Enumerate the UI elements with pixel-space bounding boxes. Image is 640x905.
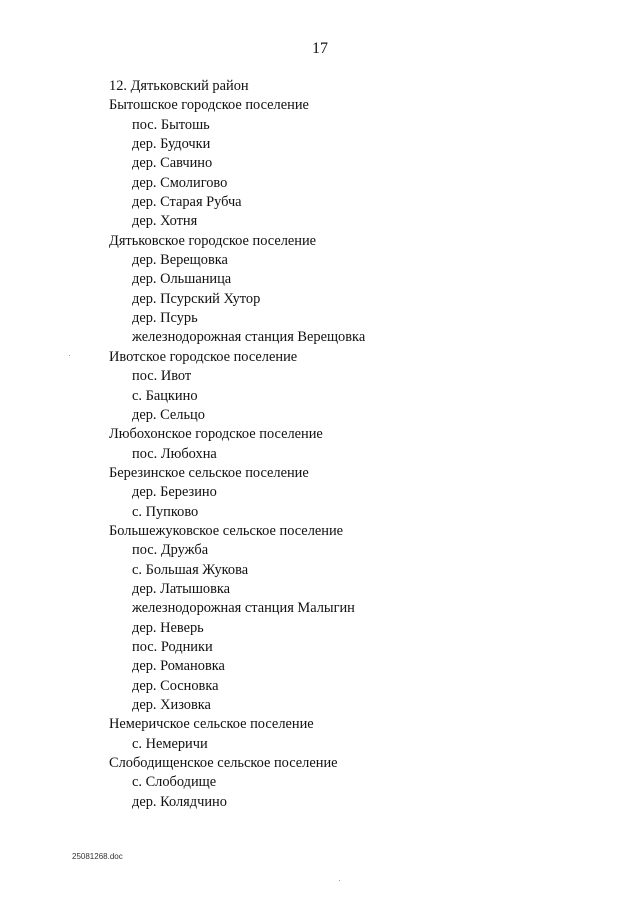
list-heading: Немеричское сельское поселение xyxy=(109,716,314,733)
list-heading: Любохонское городское поселение xyxy=(109,426,323,443)
settlement-item: пос. Любохна xyxy=(132,445,217,462)
settlement-item: дер. Сельцо xyxy=(132,406,205,423)
settlement-item: дер. Псурь xyxy=(132,310,198,327)
settlement-item: дер. Савчино xyxy=(132,155,213,172)
scan-speck xyxy=(69,355,70,356)
scan-speck xyxy=(339,880,340,881)
settlement-item: с. Немеричи xyxy=(132,735,208,752)
settlement-item: дер. Березино xyxy=(132,484,217,501)
settlement-item: дер. Верещовка xyxy=(132,252,228,269)
settlement-item: дер. Колядчино xyxy=(132,793,227,810)
settlement-item: пос. Бытошь xyxy=(132,116,210,133)
page-number: 17 xyxy=(312,40,328,57)
settlement-item: дер. Старая Рубча xyxy=(132,194,242,211)
settlement-item: с. Слободище xyxy=(132,774,217,791)
list-heading: Ивотское городское поселение xyxy=(109,348,298,365)
settlement-item: дер. Смолигово xyxy=(132,174,228,191)
settlement-item: железнодорожная станция Верещовка xyxy=(132,329,366,346)
settlement-item: дер. Латышовка xyxy=(132,580,231,597)
settlement-item: дер. Ольшаница xyxy=(132,271,232,288)
settlement-item: дер. Сосновка xyxy=(132,677,219,694)
list-heading: 12. Дятьковский район xyxy=(109,78,249,94)
settlement-item: пос. Дружба xyxy=(132,542,209,559)
settlement-item: с. Бацкино xyxy=(132,387,198,404)
list-heading: Березинское сельское поселение xyxy=(109,464,309,481)
settlement-item: дер. Псурский Хутор xyxy=(132,290,261,307)
settlement-item: дер. Хизовка xyxy=(132,697,211,713)
list-heading: Большежуковское сельское поселение xyxy=(109,522,344,539)
settlement-item: железнодорожная станция Малыгин xyxy=(132,600,355,617)
settlement-item: пос. Родники xyxy=(132,638,213,655)
footer-filename: 25081268.doc xyxy=(72,852,123,861)
settlement-item: дер. Неверь xyxy=(132,619,204,636)
list-heading: Дятьковское городское поселение xyxy=(109,232,317,249)
list-heading: Бытошское городское поселение xyxy=(109,97,309,114)
settlement-item: пос. Ивот xyxy=(132,368,192,385)
settlement-item: с. Большая Жукова xyxy=(132,561,249,578)
settlement-item: дер. Романовка xyxy=(132,658,225,675)
settlement-item: дер. Хотня xyxy=(132,213,198,230)
settlement-item: с. Пупково xyxy=(132,503,199,520)
list-heading: Слободищенское сельское поселение xyxy=(109,755,338,772)
settlement-list xyxy=(109,77,609,812)
settlement-item: дер. Будочки xyxy=(132,136,211,153)
